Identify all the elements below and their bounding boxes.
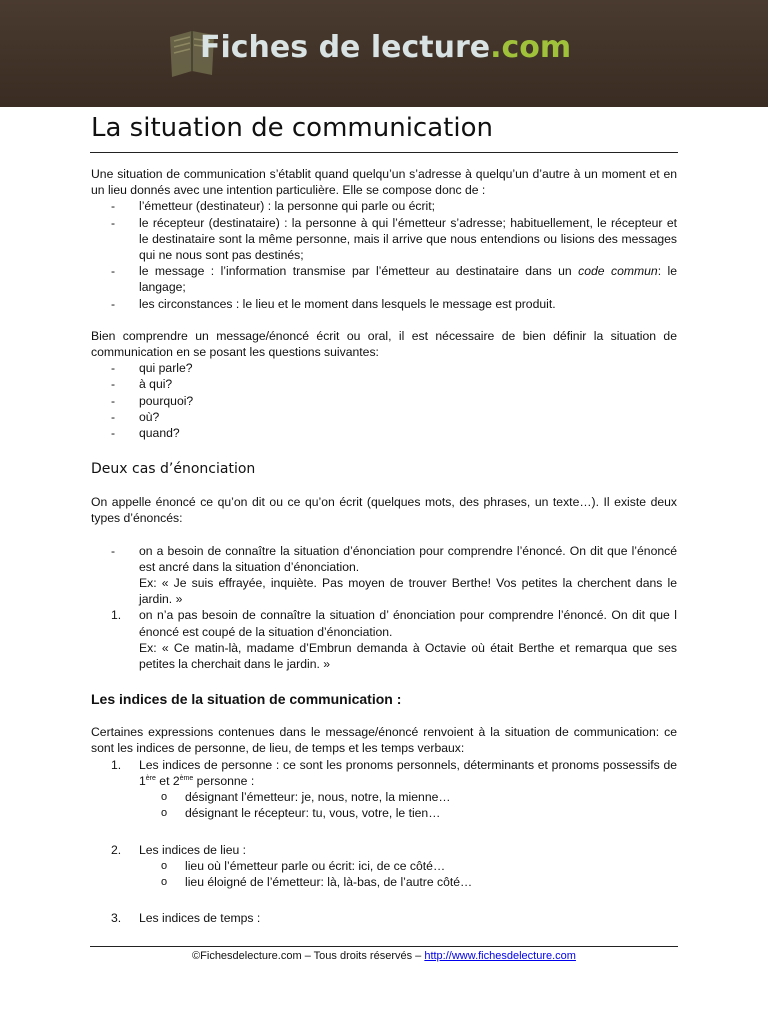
list-marker: -: [111, 296, 116, 311]
sublist-item-text: désignant le récepteur: tu, vous, votre, le tien…: [185, 806, 441, 821]
footer-divider: [90, 946, 678, 947]
components-list: [91, 198, 677, 311]
list-marker: -: [111, 361, 116, 376]
sublist-item: [91, 789, 677, 805]
list-item-text: on a besoin de connaître la situation d’énonciation pour comprendre l’énoncé. On dit que l’énoncé est ancré dans la situation d’énonciation.: [139, 543, 677, 574]
sublist-item-text: lieu éloigné de l’émetteur: là, là-bas, de l’autre côté…: [185, 874, 473, 889]
place-sublist: [91, 858, 677, 890]
list-item: [91, 409, 677, 425]
example-text: Ex: « Je suis effrayée, inquiète. Pas moyen de trouver Berthe! Vos petites la cherchent dans le jardin. »: [139, 576, 677, 607]
sublist-item-text: désignant l’émetteur: je, nous, notre, la mienne…: [185, 790, 451, 805]
sublist-item: [91, 858, 677, 874]
person-sublist: [91, 789, 677, 821]
list-marker: -: [111, 426, 116, 441]
site-header: [0, 0, 768, 107]
list-item: [91, 393, 677, 409]
enonciation-list: [91, 543, 677, 673]
section-heading-indices: Les indices de la situation de communication :: [91, 691, 402, 708]
list-item: [91, 425, 677, 441]
list-item-text: : le langage;: [139, 264, 677, 295]
list-item-text: où?: [139, 409, 160, 424]
indices-list-3: [91, 910, 677, 926]
logo-main-text: Fiches de lecture: [200, 30, 491, 65]
list-item: [91, 296, 677, 312]
list-item: [91, 910, 677, 926]
sublist-marker: o: [161, 859, 168, 872]
list-marker: -: [111, 393, 116, 408]
logo-tld-text: .com: [490, 30, 572, 65]
sublist-item: [91, 874, 677, 890]
list-marker: -: [111, 377, 116, 392]
list-item-text: l’émetteur (destinateur) : la personne qui parle ou écrit;: [139, 199, 436, 214]
questions-intro: Bien comprendre un message/énoncé écrit ou oral, il est nécessaire de bien définir la situation de communication en se posant les questions suivantes:: [91, 328, 677, 360]
list-marker: -: [111, 264, 116, 279]
superscript: ème: [179, 774, 194, 782]
list-item: [91, 376, 677, 392]
list-item: [91, 198, 677, 214]
list-item-text: et 2: [155, 773, 180, 788]
sublist-marker: o: [161, 875, 168, 888]
section-heading-enonciation: Deux cas d’énonciation: [91, 461, 256, 478]
list-item-text: les circonstances : le lieu et le moment dans lesquels le message est produit.: [139, 296, 556, 311]
list-marker: 2.: [111, 842, 122, 857]
footer-copyright: ©Fichesdelecture.com – Tous droits réservés –: [192, 950, 425, 962]
document-body: [91, 166, 677, 926]
list-item-text: personne :: [193, 773, 255, 788]
list-item-text: pourquoi?: [139, 393, 194, 408]
sublist-item: [91, 805, 677, 821]
indices-list: [91, 757, 677, 789]
sublist-marker: o: [161, 807, 168, 820]
list-item-text: Les indices de lieu :: [139, 842, 247, 857]
section2-intro: Certaines expressions contenues dans le message/énoncé renvoient à la situation de communication: ce sont les indices de personne, de lieu, de temps et les temps verbaux:: [91, 725, 677, 756]
list-marker: -: [111, 543, 116, 558]
emphasis-text: code commun: [578, 264, 658, 279]
list-item-text: Les indices de personne : ce sont les pronoms personnels, déterminants et pronoms possessifs de 1: [139, 757, 677, 788]
list-item-text: le message : l’information transmise par l’émetteur au destinataire dans un: [139, 264, 579, 279]
list-item-text: quand?: [139, 426, 180, 441]
sublist-item-text: lieu où l’émetteur parle ou écrit: ici, de ce côté…: [185, 858, 446, 873]
footer-website-link[interactable]: http://www.fichesdelecture.com: [424, 950, 576, 962]
questions-list: [91, 360, 677, 441]
list-item: [91, 842, 677, 858]
list-item-text: à qui?: [139, 377, 173, 392]
superscript: ère: [145, 774, 156, 782]
list-item: [91, 757, 677, 789]
list-marker: -: [111, 215, 116, 230]
indices-list-2: [91, 842, 677, 858]
list-item-text: qui parle?: [139, 361, 193, 376]
list-item: [91, 215, 677, 264]
list-marker: 3.: [111, 911, 122, 926]
site-logo[interactable]: [200, 30, 571, 65]
sublist-marker: o: [161, 791, 168, 804]
list-marker: -: [111, 409, 116, 424]
list-item: [91, 543, 677, 608]
list-item: [91, 263, 677, 295]
list-marker: 1.: [111, 757, 122, 772]
list-item-text: on n’a pas besoin de connaître la situation d’ énonciation pour comprendre l’énoncé. On dit que l énoncé est coupé de la situation d’énonciation.: [139, 608, 677, 639]
list-item: [91, 360, 677, 376]
list-item-text: le récepteur (destinataire) : la personne à qui l’émetteur s’adresse; habituellement, le récepteur et le destinataire sont la même personne, mais il arrive que nous entendions ou lisions des messages qui ne nous sont pas destinés;: [139, 215, 677, 263]
list-marker: 1.: [111, 608, 122, 623]
title-divider: [90, 152, 678, 153]
list-item-text: Les indices de temps :: [139, 911, 261, 926]
list-item: [91, 607, 677, 672]
list-marker: -: [111, 199, 116, 214]
section1-intro: On appelle énoncé ce qu’on dit ou ce qu’on écrit (quelques mots, des phrases, un texte…). Il existe deux types d’énoncés:: [91, 495, 677, 526]
example-text: Ex: « Ce matin-là, madame d’Embrun demanda à Octavie où était Berthe et remarqua que ses petites la cherchait dans le jardin. »: [139, 640, 677, 672]
intro-paragraph: Une situation de communication s’établit quand quelqu’un s’adresse à quelqu’un d’autre à un moment et en un lieu donnés avec une intention particulière. Elle se compose donc de :: [91, 167, 677, 198]
page-title: La situation de communication: [91, 113, 493, 143]
page-footer: [0, 950, 768, 962]
